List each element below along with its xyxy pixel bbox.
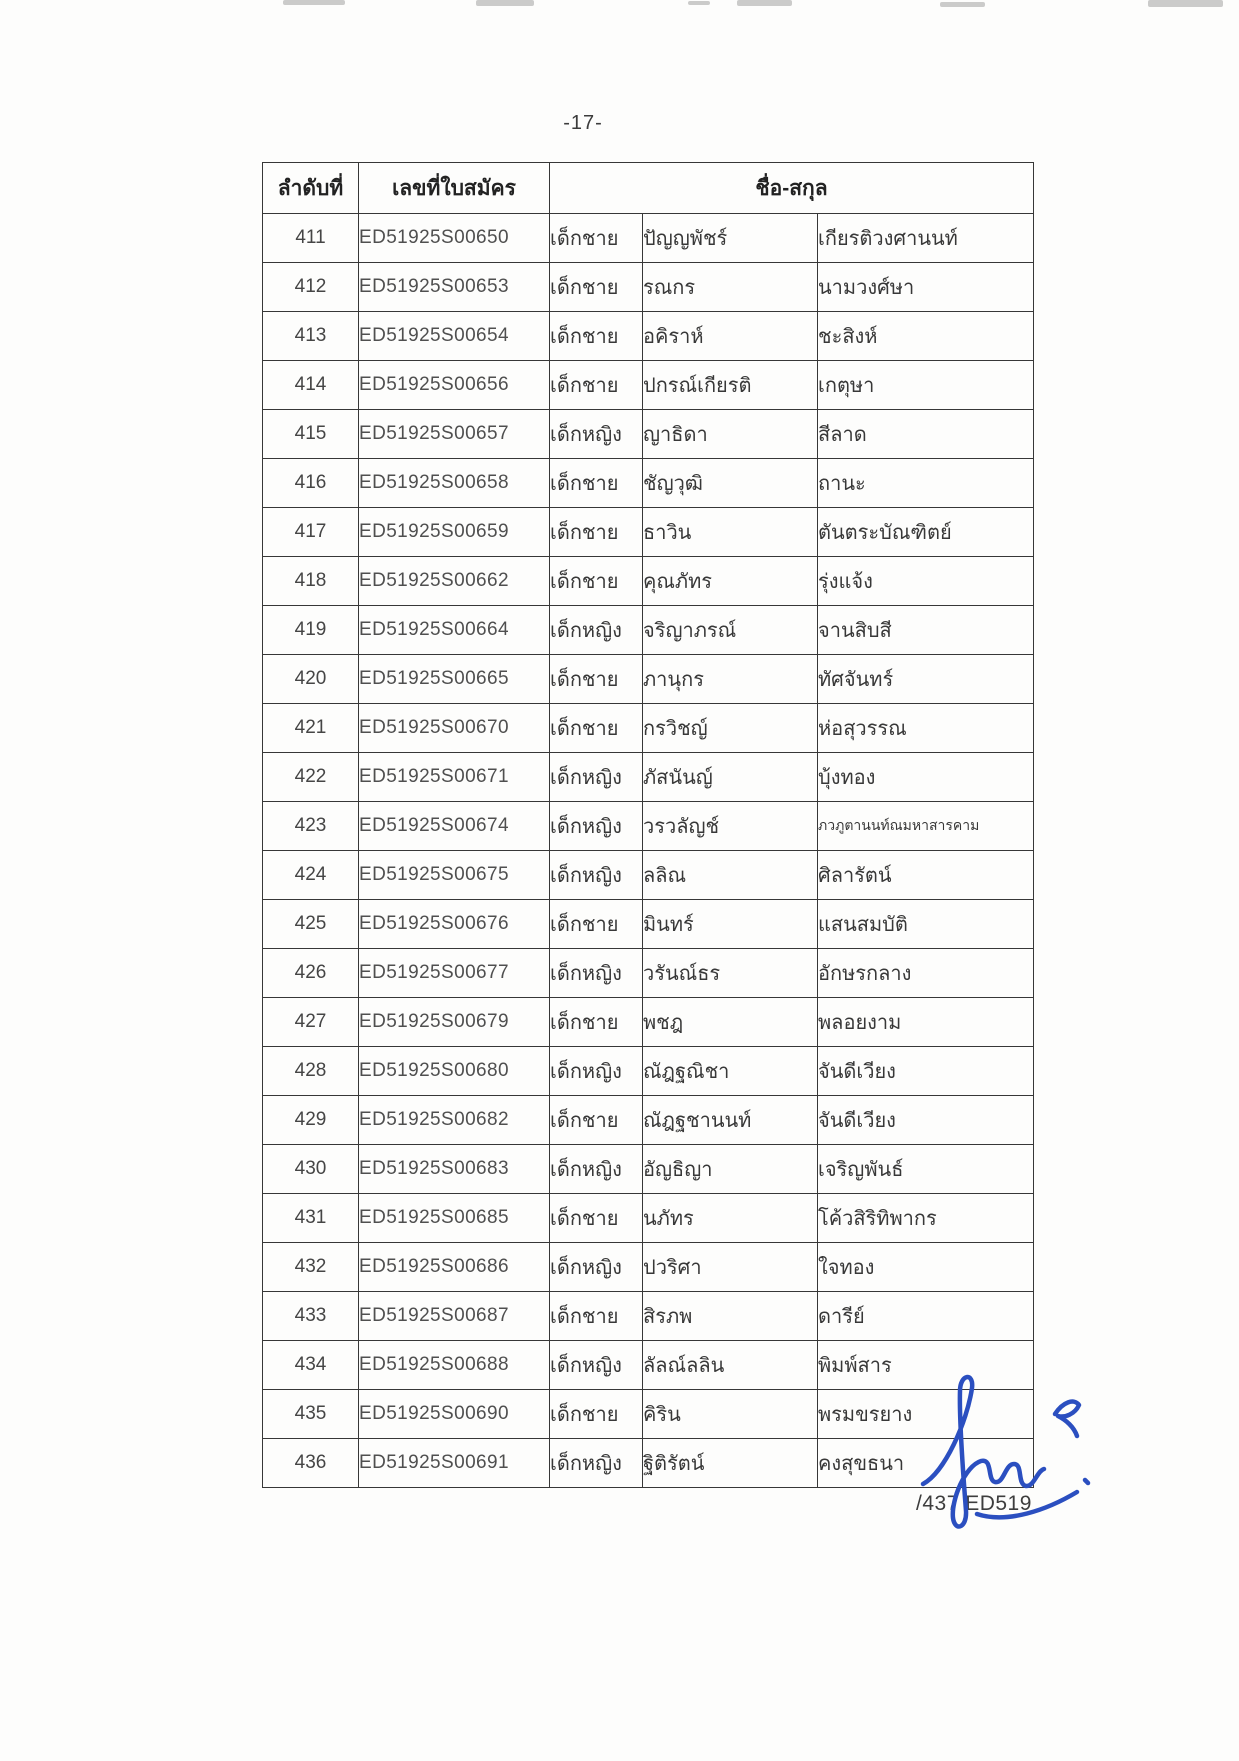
title-cell: เด็กชาย: [550, 459, 643, 508]
table-row: [263, 1341, 1034, 1390]
last-name-cell: เจริญพันธ์: [818, 1145, 1034, 1194]
first-name-cell: ภานุกร: [643, 655, 818, 704]
title-cell: เด็กชาย: [550, 900, 643, 949]
title-cell: เด็กชาย: [550, 214, 643, 263]
seq-cell: 429: [263, 1096, 359, 1145]
first-name-cell: ณัฎฐณิชา: [643, 1047, 818, 1096]
last-name-cell: จันดีเวียง: [818, 1047, 1034, 1096]
table-row: [263, 1390, 1034, 1439]
first-name-cell: พชฎ: [643, 998, 818, 1047]
footer-note: /437 ED519: [916, 1492, 1032, 1515]
seq-cell: 432: [263, 1243, 359, 1292]
seq-cell: 427: [263, 998, 359, 1047]
title-cell: เด็กหญิง: [550, 1439, 643, 1488]
seq-cell: 431: [263, 1194, 359, 1243]
title-cell: เด็กชาย: [550, 998, 643, 1047]
last-name-cell: รุ่งแจ้ง: [818, 557, 1034, 606]
last-name-cell: ดารีย์: [818, 1292, 1034, 1341]
title-cell: เด็กหญิง: [550, 753, 643, 802]
seq-cell: 420: [263, 655, 359, 704]
seq-cell: 428: [263, 1047, 359, 1096]
title-cell: เด็กหญิง: [550, 802, 643, 851]
last-name-cell: จันดีเวียง: [818, 1096, 1034, 1145]
seq-cell: 411: [263, 214, 359, 263]
table-row: [263, 998, 1034, 1047]
first-name-cell: สิรภพ: [643, 1292, 818, 1341]
application-id-cell: ED51925S00658: [359, 459, 550, 508]
table-row: [263, 263, 1034, 312]
seq-cell: 414: [263, 361, 359, 410]
last-name-cell: ทัศจันทร์: [818, 655, 1034, 704]
title-cell: เด็กชาย: [550, 1194, 643, 1243]
table-row: [263, 802, 1034, 851]
table-row: [263, 655, 1034, 704]
application-id-cell: ED51925S00662: [359, 557, 550, 606]
seq-cell: 436: [263, 1439, 359, 1488]
table-row: [263, 557, 1034, 606]
first-name-cell: อัญธิญา: [643, 1145, 818, 1194]
table-row: [263, 312, 1034, 361]
table-row: [263, 851, 1034, 900]
last-name-cell: พรมขรยาง: [818, 1390, 1034, 1439]
last-name-cell: จานสิบสี: [818, 606, 1034, 655]
table-row: [263, 1292, 1034, 1341]
last-name-cell: เกียรติวงศานนท์: [818, 214, 1034, 263]
table-row: [263, 1096, 1034, 1145]
table-row: [263, 410, 1034, 459]
seq-cell: 421: [263, 704, 359, 753]
first-name-cell: คุณภัทร: [643, 557, 818, 606]
seq-cell: 417: [263, 508, 359, 557]
table-row: [263, 214, 1034, 263]
first-name-cell: ณัฎฐชานนท์: [643, 1096, 818, 1145]
last-name-cell: ศิลารัตน์: [818, 851, 1034, 900]
last-name-cell: ชะสิงห์: [818, 312, 1034, 361]
application-id-cell: ED51925S00665: [359, 655, 550, 704]
first-name-cell: ภัสนันญ์: [643, 753, 818, 802]
table-row: [263, 361, 1034, 410]
header-seq: ลำดับที่: [263, 163, 359, 214]
application-id-cell: ED51925S00691: [359, 1439, 550, 1488]
first-name-cell: วรันณ์ธร: [643, 949, 818, 998]
applicant-table-body: [263, 214, 1034, 1488]
seq-cell: 425: [263, 900, 359, 949]
title-cell: เด็กหญิง: [550, 1243, 643, 1292]
scan-artifact: [940, 2, 985, 7]
seq-cell: 430: [263, 1145, 359, 1194]
scan-artifact: [283, 0, 345, 5]
first-name-cell: ลัลณ์ลลิน: [643, 1341, 818, 1390]
table-row: [263, 1194, 1034, 1243]
page-number: -17-: [563, 112, 603, 134]
last-name-cell: ใจทอง: [818, 1243, 1034, 1292]
title-cell: เด็กชาย: [550, 361, 643, 410]
title-cell: เด็กชาย: [550, 263, 643, 312]
last-name-cell: อักษรกลาง: [818, 949, 1034, 998]
application-id-cell: ED51925S00650: [359, 214, 550, 263]
application-id-cell: ED51925S00688: [359, 1341, 550, 1390]
title-cell: เด็กหญิง: [550, 1145, 643, 1194]
application-id-cell: ED51925S00654: [359, 312, 550, 361]
application-id-cell: ED51925S00653: [359, 263, 550, 312]
first-name-cell: ชัญวุฒิ: [643, 459, 818, 508]
first-name-cell: ปกรณ์เกียรติ: [643, 361, 818, 410]
title-cell: เด็กชาย: [550, 1390, 643, 1439]
application-id-cell: ED51925S00686: [359, 1243, 550, 1292]
scan-artifact: [1148, 0, 1223, 7]
seq-cell: 422: [263, 753, 359, 802]
title-cell: เด็กชาย: [550, 704, 643, 753]
application-id-cell: ED51925S00677: [359, 949, 550, 998]
table-row: [263, 1145, 1034, 1194]
last-name-cell: บุ้งทอง: [818, 753, 1034, 802]
last-name-cell: ถานะ: [818, 459, 1034, 508]
title-cell: เด็กหญิง: [550, 606, 643, 655]
table-row: [263, 508, 1034, 557]
application-id-cell: ED51925S00670: [359, 704, 550, 753]
title-cell: เด็กหญิง: [550, 1341, 643, 1390]
header-name: ชื่อ-สกุล: [550, 163, 1034, 214]
scan-artifact: [688, 1, 710, 5]
seq-cell: 435: [263, 1390, 359, 1439]
table-row: [263, 1243, 1034, 1292]
applicant-table: [262, 162, 1034, 1488]
scan-artifact: [476, 0, 534, 6]
first-name-cell: ปวริศา: [643, 1243, 818, 1292]
header-row: [263, 163, 1034, 214]
table-row: [263, 1047, 1034, 1096]
last-name-cell: โค้วสิริทิพากร: [818, 1194, 1034, 1243]
title-cell: เด็กชาย: [550, 312, 643, 361]
applicant-table-header: [263, 163, 1034, 214]
last-name-cell: เกตุษา: [818, 361, 1034, 410]
seq-cell: 434: [263, 1341, 359, 1390]
first-name-cell: ญาธิดา: [643, 410, 818, 459]
seq-cell: 423: [263, 802, 359, 851]
title-cell: เด็กหญิง: [550, 949, 643, 998]
title-cell: เด็กชาย: [550, 655, 643, 704]
seq-cell: 412: [263, 263, 359, 312]
application-id-cell: ED51925S00676: [359, 900, 550, 949]
application-id-cell: ED51925S00664: [359, 606, 550, 655]
last-name-cell: ตันตระบัณฑิตย์: [818, 508, 1034, 557]
header-application-id: เลขที่ใบสมัคร: [359, 163, 550, 214]
application-id-cell: ED51925S00657: [359, 410, 550, 459]
first-name-cell: คิริน: [643, 1390, 818, 1439]
application-id-cell: ED51925S00683: [359, 1145, 550, 1194]
seq-cell: 424: [263, 851, 359, 900]
application-id-cell: ED51925S00690: [359, 1390, 550, 1439]
table-row: [263, 606, 1034, 655]
application-id-cell: ED51925S00680: [359, 1047, 550, 1096]
application-id-cell: ED51925S00679: [359, 998, 550, 1047]
last-name-cell: ห่อสุวรรณ: [818, 704, 1034, 753]
first-name-cell: นภัทร: [643, 1194, 818, 1243]
title-cell: เด็กชาย: [550, 1292, 643, 1341]
application-id-cell: ED51925S00671: [359, 753, 550, 802]
title-cell: เด็กชาย: [550, 557, 643, 606]
title-cell: เด็กหญิง: [550, 851, 643, 900]
first-name-cell: ธาวิน: [643, 508, 818, 557]
last-name-cell: นามวงศ์ษา: [818, 263, 1034, 312]
last-name-cell: พิมพ์สาร: [818, 1341, 1034, 1390]
application-id-cell: ED51925S00656: [359, 361, 550, 410]
application-id-cell: ED51925S00685: [359, 1194, 550, 1243]
table-row: [263, 900, 1034, 949]
seq-cell: 433: [263, 1292, 359, 1341]
application-id-cell: ED51925S00675: [359, 851, 550, 900]
first-name-cell: ลลิณ: [643, 851, 818, 900]
seq-cell: 416: [263, 459, 359, 508]
application-id-cell: ED51925S00674: [359, 802, 550, 851]
first-name-cell: ปัญญพัชร์: [643, 214, 818, 263]
first-name-cell: กรวิชญ์: [643, 704, 818, 753]
first-name-cell: จริญาภรณ์: [643, 606, 818, 655]
title-cell: เด็กชาย: [550, 508, 643, 557]
first-name-cell: ฐิติรัตน์: [643, 1439, 818, 1488]
table-row: [263, 949, 1034, 998]
first-name-cell: อคิราห์: [643, 312, 818, 361]
table-row: [263, 753, 1034, 802]
application-id-cell: ED51925S00682: [359, 1096, 550, 1145]
first-name-cell: มินทร์: [643, 900, 818, 949]
seq-cell: 418: [263, 557, 359, 606]
last-name-cell: คงสุขธนา: [818, 1439, 1034, 1488]
seq-cell: 415: [263, 410, 359, 459]
scan-artifact: [737, 0, 792, 6]
first-name-cell: วรวลัญช์: [643, 802, 818, 851]
title-cell: เด็กหญิง: [550, 410, 643, 459]
table-row: [263, 459, 1034, 508]
last-name-cell: ภวภูตานนท์ณมหาสารคาม: [818, 802, 1034, 851]
application-id-cell: ED51925S00659: [359, 508, 550, 557]
last-name-cell: พลอยงาม: [818, 998, 1034, 1047]
table-row: [263, 1439, 1034, 1488]
table-row: [263, 704, 1034, 753]
last-name-cell: สีลาด: [818, 410, 1034, 459]
title-cell: เด็กชาย: [550, 1096, 643, 1145]
seq-cell: 419: [263, 606, 359, 655]
seq-cell: 413: [263, 312, 359, 361]
title-cell: เด็กหญิง: [550, 1047, 643, 1096]
seq-cell: 426: [263, 949, 359, 998]
application-id-cell: ED51925S00687: [359, 1292, 550, 1341]
first-name-cell: รณกร: [643, 263, 818, 312]
last-name-cell: แสนสมบัติ: [818, 900, 1034, 949]
